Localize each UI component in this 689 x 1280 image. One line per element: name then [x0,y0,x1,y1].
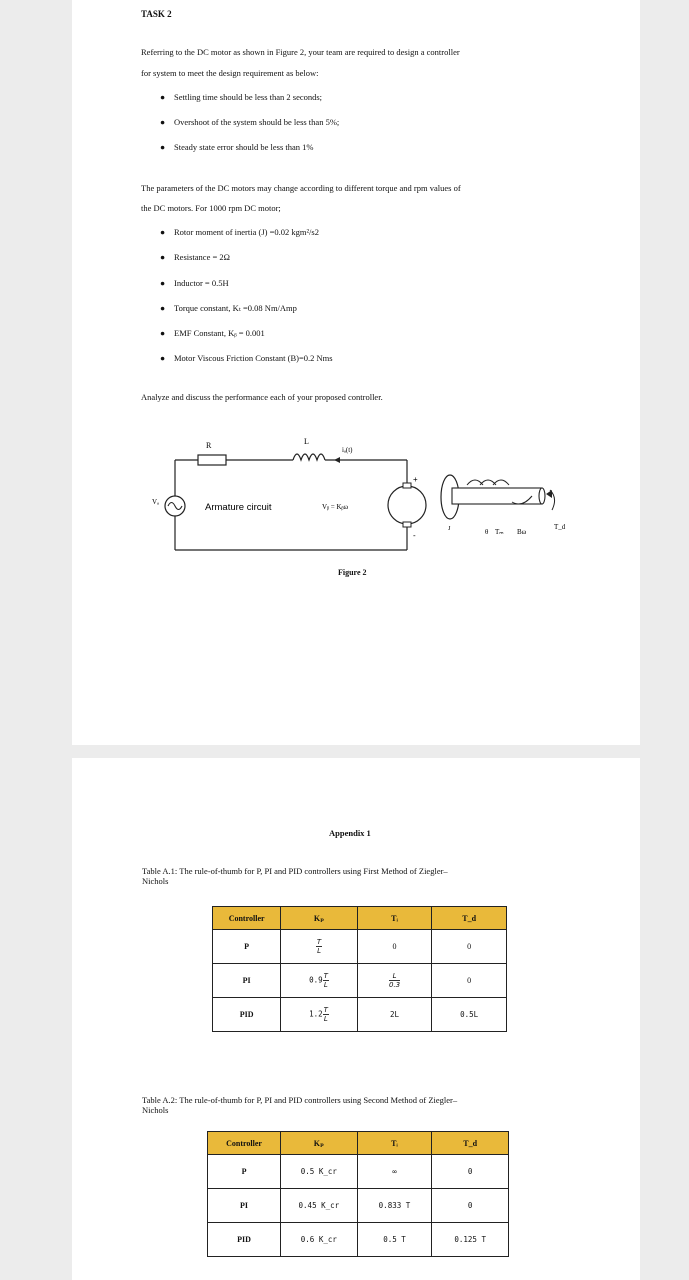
table-header-cell: T_d [432,907,507,930]
table-row [208,1189,509,1223]
table-row [208,1223,509,1257]
ti-cell: 2L [357,998,432,1032]
params-line-1: The parameters of the DC motors may change according to different torque and rpm values of [141,183,461,193]
label-current: iₐ(t) [342,446,353,454]
parameter-item: Motor Viscous Friction Constant (B)=0.2 Nms [174,353,333,363]
ti-cell: ∞ [357,1155,432,1189]
bullet-icon: ● [160,92,166,102]
label-l: L [304,437,309,446]
current-arrow-icon [334,457,340,463]
dc-motor-figure [72,430,640,560]
task-heading: TASK 2 [141,9,172,19]
kp-cell [281,930,358,964]
ti-cell [357,964,432,998]
kp-fraction: $\frac{T}{L}$ [316,938,322,955]
ti-cell: 0.5 T [357,1223,432,1257]
parameter-item: EMF Constant, Kᵦ = 0.001 [174,328,265,338]
requirement-item: Settling time should be less than 2 seconds; [174,92,323,102]
table-header-cell: Kₚ [281,907,358,930]
bullet-icon: ● [160,353,166,363]
controller-cell: PI [213,964,281,998]
requirement-item: Overshoot of the system should be less than 5%; [174,117,340,127]
table1-caption-line-1: Table A.1: The rule-of-thumb for P, PI and PID controllers using First Method of Ziegler– [142,866,448,876]
table-row [213,964,507,998]
controller-cell: PID [208,1223,281,1257]
document-page-2 [72,758,640,1280]
kp-fraction: $\frac{T}{L}$ [323,972,328,989]
td-cell: 0 [432,930,507,964]
table-header-cell: T_d [432,1132,509,1155]
inductor-symbol [293,454,325,460]
table-header-cell: Tᵢ [357,907,432,930]
kp-cell: 0.5 K_cr [281,1155,358,1189]
label-va: Vₐ [152,498,159,506]
requirement-item: Steady state error should be less than 1% [174,142,314,152]
label-bw: Bω [517,528,527,536]
bullet-icon: ● [160,142,166,152]
figure-caption: Figure 2 [338,568,367,577]
ziegler-nichols-table-2 [207,1131,509,1257]
label-tm: Tₘ [495,528,504,536]
kp-cell: 0.9 $\frac{T}{L}$ [281,964,358,998]
bullet-icon: ● [160,278,166,288]
resistor-symbol [198,455,226,465]
label-plus: + [413,475,418,484]
kp-cell: 0.6 K_cr [281,1223,358,1257]
td-cell: 0.5L [432,998,507,1032]
bullet-icon: ● [160,328,166,338]
controller-cell: P [208,1155,281,1189]
label-j: J [448,525,451,532]
table-row [208,1155,509,1189]
table-row [213,998,507,1032]
controller-cell: P [213,930,281,964]
bullet-icon: ● [160,117,166,127]
bullet-icon: ● [160,227,166,237]
table-row [213,930,507,964]
kp-cell: 0.45 K_cr [281,1189,358,1223]
table-header-row [208,1132,509,1155]
intro-line-2: for system to meet the design requirement as below: [141,68,319,78]
controller-cell: PID [213,998,281,1032]
ti-cell: 0 [357,930,432,964]
parameter-item: Inductor = 0.5H [174,278,229,288]
motor-symbol [388,486,426,524]
parameter-item: Torque constant, Kₜ =0.08 Nm/Amp [174,303,297,313]
table-header-cell: Controller [213,907,281,930]
parameter-item: Rotor moment of inertia (J) =0.02 kgm²/s2 [174,227,319,237]
ziegler-nichols-table-1 [212,906,507,1032]
td-cell: 0 [432,1189,509,1223]
table1-caption-line-2: Nichols [142,876,169,886]
label-theta: θ [485,528,489,536]
label-vb: Vᵦ = Kᵦω [322,503,349,511]
table-header-cell: Controller [208,1132,281,1155]
document-page-1 [72,0,640,745]
rotor-load-symbol [441,475,555,519]
analyze-line: Analyze and discuss the performance each of your proposed controller. [141,392,383,402]
td-cell: 0 [432,1155,509,1189]
motor-brush-top [403,483,411,488]
appendix-title: Appendix 1 [329,828,371,838]
table2-caption-line-2: Nichols [142,1105,169,1115]
label-minus: - [413,531,416,540]
kp-cell: 1.2 $\frac{T}{L}$ [281,998,358,1032]
intro-line-1: Referring to the DC motor as shown in Figure 2, your team are required to design a controller [141,47,460,57]
td-cell: 0 [432,964,507,998]
parameter-item: Resistance = 2Ω [174,252,230,262]
bullet-icon: ● [160,303,166,313]
label-r: R [206,441,212,450]
label-armature: Armature circuit [205,502,272,513]
td-cell: 0.125 T [432,1223,509,1257]
controller-cell: PI [208,1189,281,1223]
table-header-row [213,907,507,930]
kp-fraction: $\frac{T}{L}$ [323,1006,328,1023]
ti-cell: 0.833 T [357,1189,432,1223]
params-line-2: the DC motors. For 1000 rpm DC motor; [141,203,281,213]
table2-caption-line-1: Table A.2: The rule-of-thumb for P, PI and PID controllers using Second Method of Ziegler– [142,1095,458,1105]
ti-fraction: $\frac{L}{0.3}$ [388,972,401,989]
bullet-icon: ● [160,252,166,262]
motor-brush-bottom [403,522,411,527]
table-header-cell: Tᵢ [357,1132,432,1155]
table-header-cell: Kₚ [281,1132,358,1155]
label-td: T_d [554,523,566,531]
